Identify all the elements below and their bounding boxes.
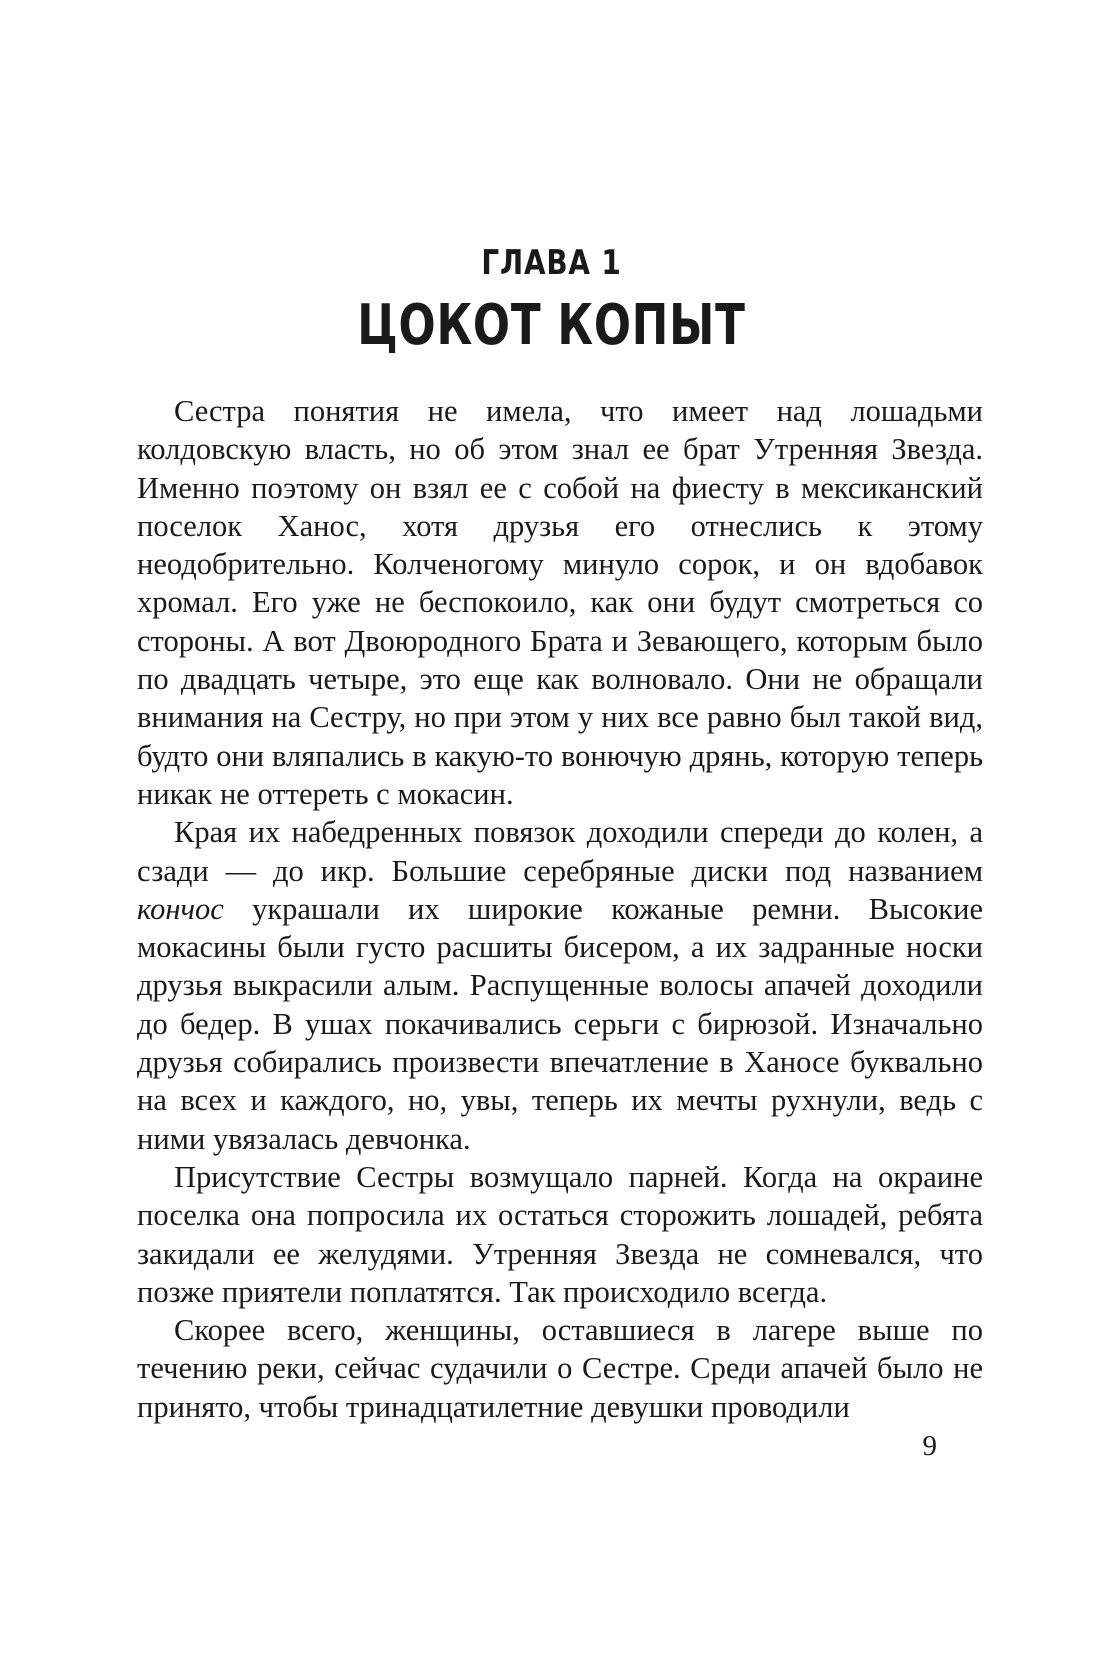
paragraph-2 bbox=[137, 813, 983, 1158]
paragraph-1: Сестра понятия не имела, что имеет над лошадьми колдовскую власть, но об этом знал ее брат Утренняя Звезда. Именно поэтому он взял ее с собой на фиесту в мексиканский поселок Ханос, хотя друзья его отнеслись к этому неодобрительно. Колченогому минуло сорок, и он вдобавок хромал. Его уже не беспокоило, как они будут смотреться со стороны. А вот Двоюродного Брата и Зевающего, которым было по двадцать четыре, это еще как волновало. Они не обращали внимания на Сестру, но при этом у них все равно был такой вид, будто они вляпались в какую-то вонючую дрянь, которую теперь никак не оттереть с мокасин. bbox=[137, 394, 983, 811]
chapter-title: ЦОКОТ КОПЫТ bbox=[357, 293, 746, 358]
italic-term: кончос bbox=[137, 891, 224, 926]
chapter-label: ГЛАВА 1 bbox=[481, 243, 622, 283]
page-number: 9 bbox=[922, 1430, 937, 1462]
paragraph-4: Скорее всего, женщины, оставшиеся в лагере выше по течению реки, сейчас судачили о Сестре. Среди апачей было не принято, чтобы тринадцатилетние девушки проводили bbox=[137, 1313, 983, 1424]
paragraph-2-start: Края их набедренных повязок доходили спереди до колен, а сзади — до икр. Большие серебряные диски под названием bbox=[137, 815, 983, 888]
paragraph-2-end: украшали их широкие кожаные ремни. Высокие мокасины были густо расшиты бисером, а их задранные носки друзья выкрасили алым. Распущенные волосы апачей доходили до бедер. В ушах покачивались серьги с бирюзой. Изначально друзья собирались произвести впечатление в Ханосе буквально на всех и каждого, но, увы, теперь их мечты рухнули, ведь с ними увязалась девчонка. bbox=[137, 891, 983, 1156]
paragraph-3: Присутствие Сестры возмущало парней. Когда на окраине поселка она попросила их остаться сторожить лошадей, ребята закидали ее желудями. Утренняя Звезда не сомневался, что позже приятели поплатятся. Так происходило всегда. bbox=[137, 1159, 983, 1309]
chapter-body bbox=[137, 392, 983, 1426]
